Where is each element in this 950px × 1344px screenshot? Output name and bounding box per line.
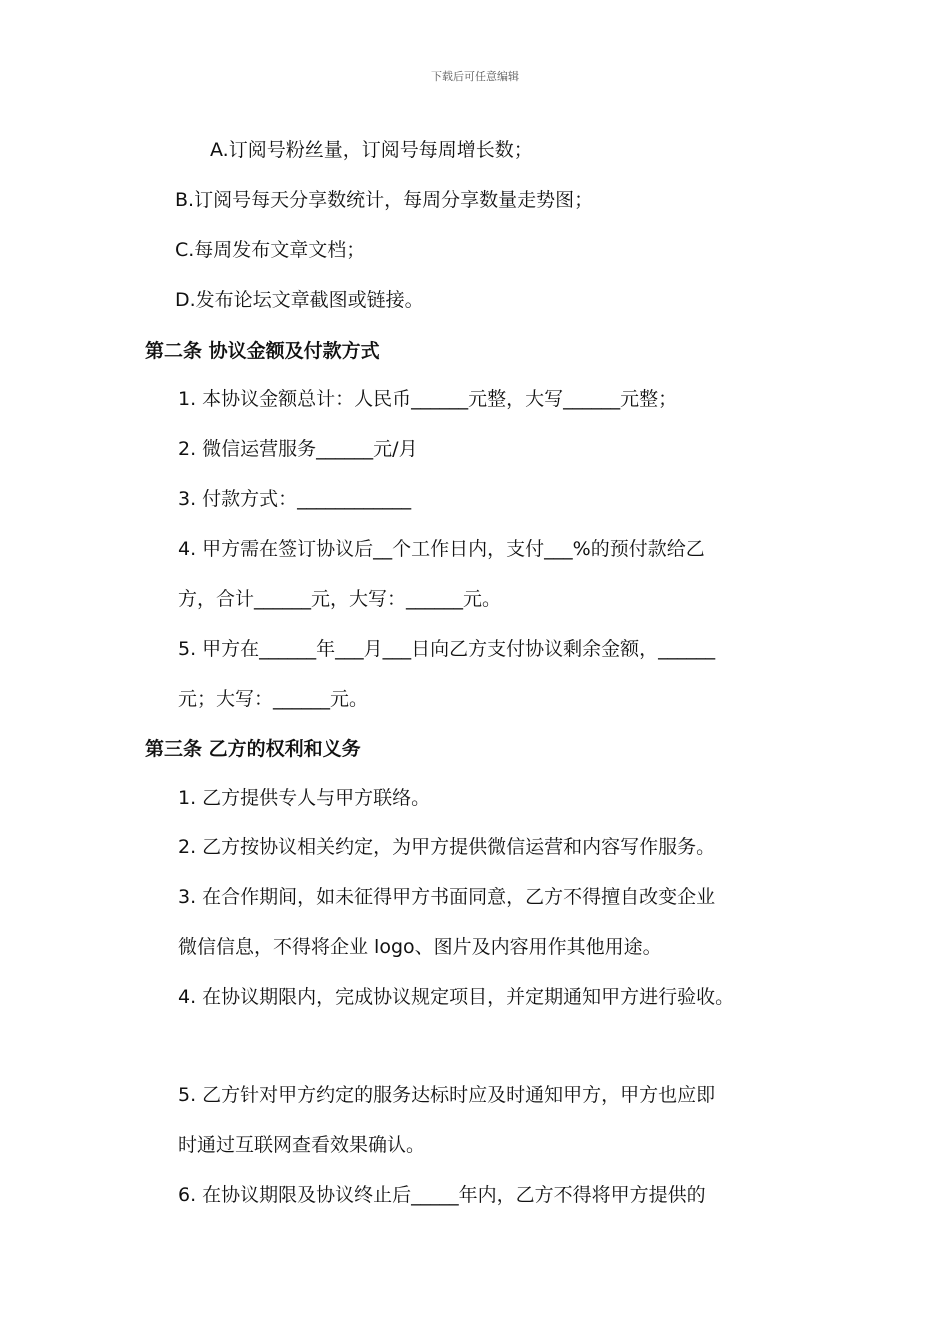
- section2-title: 第二条 协议金额及付款方式: [145, 340, 380, 362]
- list-item-d: D.发布论坛文章截图或链接。: [175, 289, 424, 311]
- section3-line-6: 5. 乙方针对甲方约定的服务达标时应及时通知甲方，甲方也应即: [178, 1084, 716, 1106]
- section2-line-3: 3. 付款方式：____________: [178, 488, 412, 510]
- list-item-c: C.每周发布文章文档；: [175, 239, 366, 261]
- section2-line-4: 4. 甲方需在签订协议后__个工作日内，支付___%的预付款给乙: [178, 538, 705, 560]
- section3-line-4: 微信信息，不得将企业 logo、图片及内容用作其他用途。: [178, 936, 662, 958]
- list-item-b: B.订阅号每天分享数统计，每周分享数量走势图；: [175, 189, 594, 211]
- section3-line-3: 3. 在合作期间，如未征得甲方书面同意，乙方不得擅自改变企业: [178, 886, 716, 908]
- section3-line-7: 时通过互联网查看效果确认。: [178, 1134, 426, 1156]
- section3-title: 第三条 乙方的权利和义务: [145, 738, 361, 760]
- section3-line-5: 4. 在协议期限内，完成协议规定项目，并定期通知甲方进行验收。: [178, 986, 735, 1008]
- section3-line-8: 6. 在协议期限及协议终止后_____年内，乙方不得将甲方提供的: [178, 1184, 706, 1206]
- page-header: 下载后可任意编辑: [431, 70, 519, 83]
- section3-line-1: 1. 乙方提供专人与甲方联络。: [178, 787, 431, 809]
- section2-line-1: 1. 本协议金额总计：人民币______元整，大写______元整；: [178, 388, 678, 410]
- list-item-a: A.订阅号粉丝量，订阅号每周增长数；: [210, 139, 533, 161]
- section2-line-5: 方，合计______元，大写：______元。: [178, 588, 502, 610]
- section2-line-6: 5. 甲方在______年___月___日向乙方支付协议剩余金额，______: [178, 638, 716, 660]
- section2-line-2: 2. 微信运营服务______元/月: [178, 438, 418, 460]
- section3-line-2: 2. 乙方按协议相关约定，为甲方提供微信运营和内容写作服务。: [178, 836, 716, 858]
- section2-line-7: 元；大写：______元。: [178, 688, 369, 710]
